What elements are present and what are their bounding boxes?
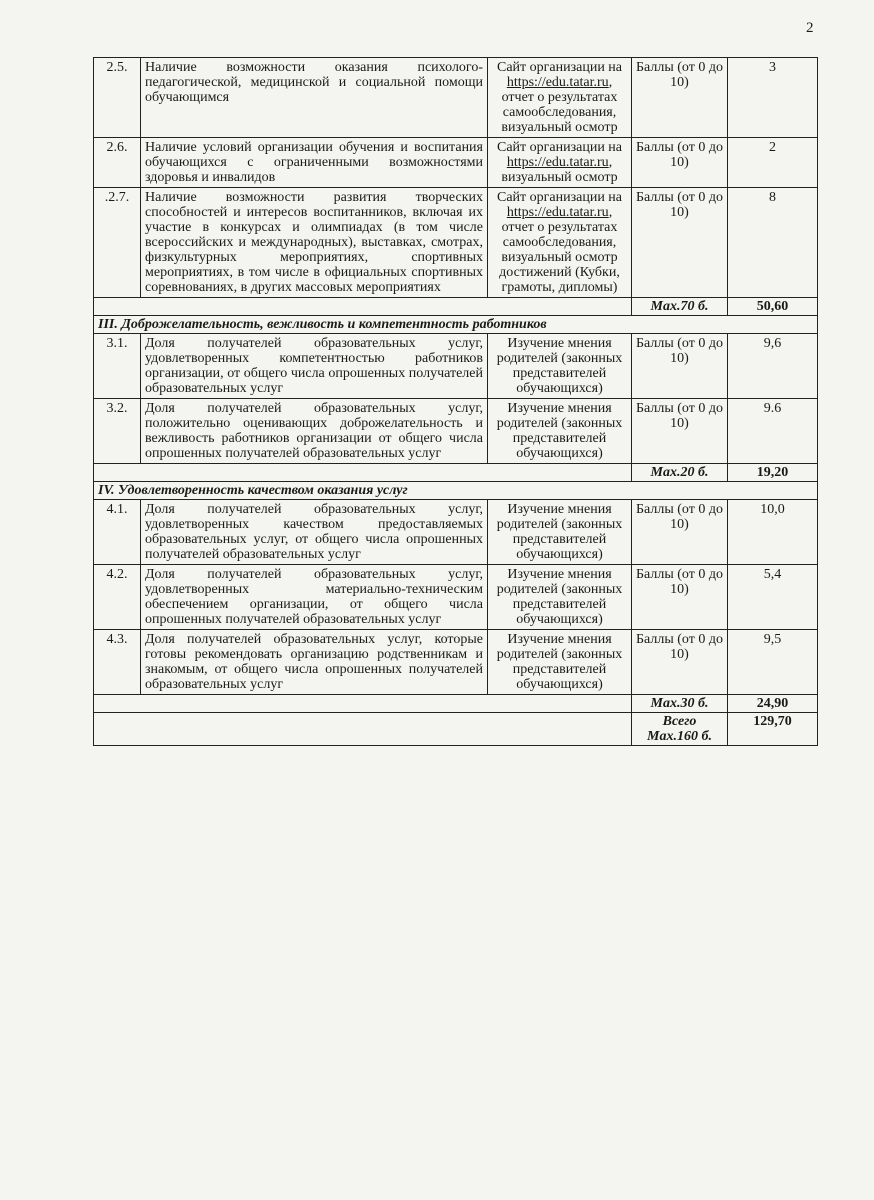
source-link[interactable]: https://edu.tatar.ru <box>506 155 609 170</box>
row-number: 2.5. <box>94 58 141 138</box>
source-text-tail: , визуальный осмотр <box>501 155 618 185</box>
data-source <box>488 138 632 188</box>
unit-label: Баллы (от 0 до 10) <box>632 138 728 188</box>
section-header-row <box>94 482 818 500</box>
score-value: 9.6 <box>728 399 818 464</box>
indicator-name: Доля получателей образовательных услуг, удовлетворенных качеством предоставляемых образовательных услуг, от общего числа опрошенных получателей образовательных услуг <box>141 500 488 565</box>
total-score: 50,60 <box>728 298 818 316</box>
source-text: Изучение мнения родителей (законных представителей обучающихся) <box>496 567 623 627</box>
row-number: 2.6. <box>94 138 141 188</box>
source-link[interactable]: https://edu.tatar.ru <box>506 205 609 220</box>
data-source <box>488 630 632 695</box>
unit-label: Баллы (от 0 до 10) <box>632 188 728 298</box>
total-score: 129,70 <box>728 713 818 746</box>
unit-label: Баллы (от 0 до 10) <box>632 58 728 138</box>
max-score: Max.20 б. <box>632 464 728 482</box>
score-value: 9,5 <box>728 630 818 695</box>
subtotal-row <box>94 298 818 316</box>
source-text: Изучение мнения родителей (законных представителей обучающихся) <box>496 401 623 461</box>
total-score: 24,90 <box>728 695 818 713</box>
table-row <box>94 138 818 188</box>
max-score: Max.30 б. <box>632 695 728 713</box>
source-text: Сайт организации на <box>496 60 623 75</box>
source-text: Сайт организации на <box>496 190 623 205</box>
row-number: .2.7. <box>94 188 141 298</box>
unit-label: Баллы (от 0 до 10) <box>632 334 728 399</box>
table-row <box>94 630 818 695</box>
subtotal-spacer <box>94 695 632 713</box>
source-link[interactable]: https://edu.tatar.ru <box>506 75 609 90</box>
section-title: IV. Удовлетворенность качеством оказания услуг <box>94 482 818 500</box>
score-value: 9,6 <box>728 334 818 399</box>
indicator-name: Доля получателей образовательных услуг, положительно оценивающих доброжелательность и вежливость работников организации от общего числа опрошенных получателей образовательных услуг <box>141 399 488 464</box>
unit-label: Баллы (от 0 до 10) <box>632 565 728 630</box>
evaluation-table <box>93 57 818 746</box>
table-row <box>94 188 818 298</box>
data-source <box>488 399 632 464</box>
max-score: Max.70 б. <box>632 298 728 316</box>
row-number: 3.1. <box>94 334 141 399</box>
data-source <box>488 565 632 630</box>
max-score: Всего Max.160 б. <box>632 713 728 746</box>
subtotal-row <box>94 464 818 482</box>
indicator-name: Наличие возможности оказания психолого-педагогической, медицинской и социальной помощи обучающимся <box>141 58 488 138</box>
row-number: 4.3. <box>94 630 141 695</box>
indicator-name: Доля получателей образовательных услуг, удовлетворенных материально-техническим обеспечением организации, от общего числа опрошенных получателей образовательных услуг <box>141 565 488 630</box>
score-value: 10,0 <box>728 500 818 565</box>
source-text: Изучение мнения родителей (законных представителей обучающихся) <box>496 502 623 562</box>
unit-label: Баллы (от 0 до 10) <box>632 500 728 565</box>
subtotal-spacer <box>94 464 632 482</box>
source-text: Изучение мнения родителей (законных представителей обучающихся) <box>496 632 623 692</box>
subtotal-row <box>94 695 818 713</box>
row-number: 3.2. <box>94 399 141 464</box>
subtotal-row <box>94 713 818 746</box>
indicator-name: Доля получателей образовательных услуг, удовлетворенных компетентностью работников организации, от общего числа опрошенных получателей образовательных услуг <box>141 334 488 399</box>
table-row <box>94 334 818 399</box>
score-value: 3 <box>728 58 818 138</box>
subtotal-spacer <box>94 713 632 746</box>
row-number: 4.1. <box>94 500 141 565</box>
row-number: 4.2. <box>94 565 141 630</box>
unit-label: Баллы (от 0 до 10) <box>632 399 728 464</box>
section-header-row <box>94 316 818 334</box>
indicator-name: Наличие условий организации обучения и воспитания обучающихся с ограниченными возможностями здоровья и инвалидов <box>141 138 488 188</box>
score-value: 8 <box>728 188 818 298</box>
source-text-tail: , отчет о результатах самообследования, визуальный осмотр <box>501 75 618 135</box>
score-value: 2 <box>728 138 818 188</box>
table-body <box>94 58 818 746</box>
data-source <box>488 58 632 138</box>
source-text: Изучение мнения родителей (законных представителей обучающихся) <box>496 336 623 396</box>
table-row <box>94 58 818 138</box>
data-source <box>488 334 632 399</box>
source-text-tail: , отчет о результатах самообследования, визуальный осмотр достижений (Кубки, грамоты, дипломы) <box>499 205 620 295</box>
indicator-name: Наличие возможности развития творческих способностей и интересов воспитанников, включая их участие в конкурсах и олимпиадах (в том числе всероссийских и международных), выставках, смотрах, физкультурных мероприятиях, спортивных мероприятиях, в том числе в официальных спортивных соревнованиях, в других массовых мероприятиях <box>141 188 488 298</box>
data-source <box>488 500 632 565</box>
total-score: 19,20 <box>728 464 818 482</box>
unit-label: Баллы (от 0 до 10) <box>632 630 728 695</box>
score-value: 5,4 <box>728 565 818 630</box>
subtotal-spacer <box>94 298 632 316</box>
source-text: Сайт организации на <box>496 140 623 155</box>
section-title: III. Доброжелательность, вежливость и компетентность работников <box>94 316 818 334</box>
table-row <box>94 500 818 565</box>
indicator-name: Доля получателей образовательных услуг, которые готовы рекомендовать организацию родственникам и знакомым, от общего числа опрошенных получателей образовательных услуг <box>141 630 488 695</box>
table-row <box>94 399 818 464</box>
data-source <box>488 188 632 298</box>
page-number: 2 <box>806 20 814 36</box>
table-row <box>94 565 818 630</box>
